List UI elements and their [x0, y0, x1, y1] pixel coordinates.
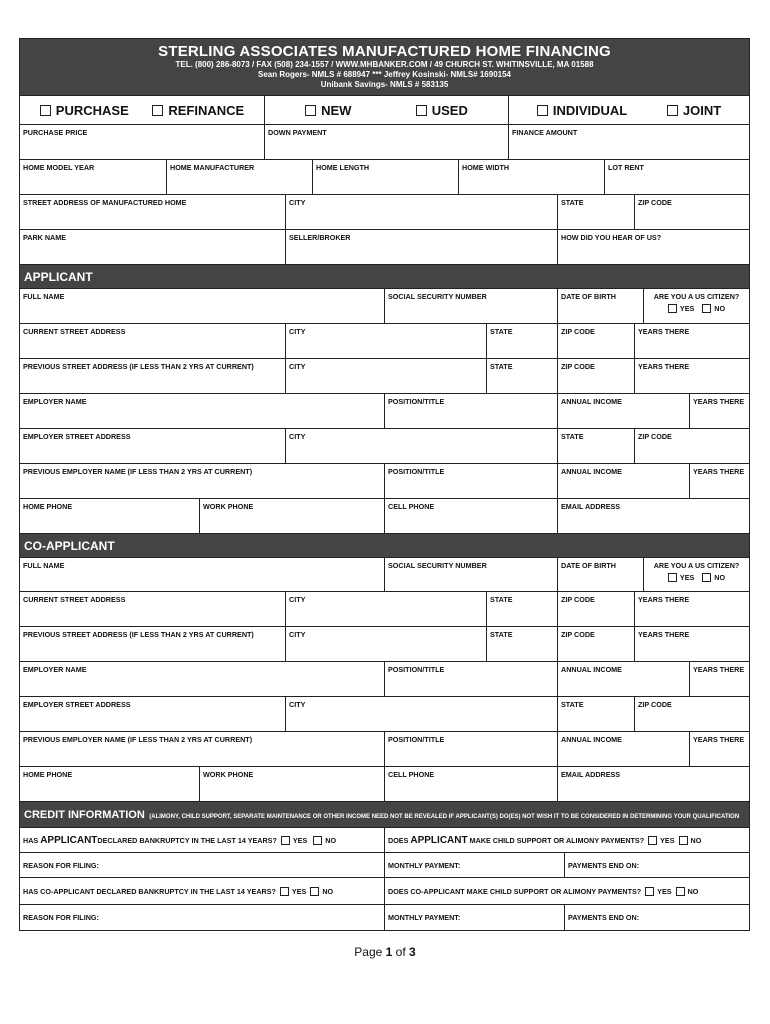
- co-applicant-employer-row: [20, 661, 749, 696]
- bank-line: Unibank Savings- NMLS # 583135: [320, 80, 449, 89]
- applicant-employer-state-field[interactable]: STATE: [557, 429, 634, 463]
- applicant-employer-address-field[interactable]: EMPLOYER STREET ADDRESS: [23, 432, 131, 441]
- co-applicant-section-title: CO-APPLICANT: [20, 533, 749, 557]
- home-details-row: [20, 159, 749, 194]
- co-applicant-support-yes[interactable]: YES: [645, 887, 671, 896]
- form-header: [20, 39, 749, 95]
- yes-checkbox[interactable]: [668, 573, 677, 582]
- co-applicant-current-zip-field[interactable]: ZIP CODE: [557, 592, 634, 626]
- co-applicant-work-phone-field[interactable]: WORK PHONE: [199, 767, 384, 801]
- refinance-checkbox[interactable]: [152, 105, 163, 116]
- co-applicant-current-years-field[interactable]: YEARS THERE: [634, 592, 749, 626]
- applicant-current-address-field[interactable]: CURRENT STREET ADDRESS: [23, 327, 126, 336]
- contact-line: TEL. (800) 286-8073 / FAX (508) 234-1557 / WWW.MHBANKER.COM / 49 CHURCH ST. WHITINSVILLE, MA 01588: [175, 60, 594, 69]
- co-applicant-previous-address-row: [20, 626, 749, 661]
- credit-section-header: [20, 801, 749, 827]
- yes-checkbox[interactable]: [280, 887, 289, 896]
- no-checkbox[interactable]: [313, 836, 322, 845]
- finance-amount-field[interactable]: FINANCE AMOUNT: [508, 125, 749, 159]
- co-applicant-name-row: [20, 557, 749, 591]
- co-applicant-bankruptcy-no[interactable]: NO: [310, 887, 333, 896]
- co-applicant-previous-address-field[interactable]: PREVIOUS STREET ADDRESS (IF LESS THAN 2 YRS AT CURRENT): [23, 630, 254, 639]
- co-applicant-email-field[interactable]: EMAIL ADDRESS: [557, 767, 749, 801]
- applicant-citizen-no[interactable]: NO: [702, 304, 725, 313]
- page-number: Page 1 of 3: [354, 945, 416, 959]
- home-manufacturer-field[interactable]: HOME MANUFACTURER: [166, 160, 312, 194]
- park-row: [20, 229, 749, 264]
- home-condition-group: [264, 96, 508, 124]
- credit-section-note: (ALIMONY, CHILD SUPPORT, SEPARATE MAINTENANCE OR OTHER INCOME NEED NOT BE REVEALED IF APPLICANT(S) DO(ES) NOT WISH IT TO BE CONSIDERED IN DETERMINING YOUR QUALIFICATION: [149, 814, 740, 820]
- co-applicant-citizen-field: [643, 558, 749, 591]
- applicant-reason-row: [20, 852, 749, 877]
- applicant-bankruptcy-yes[interactable]: YES: [281, 836, 307, 845]
- applicant-previous-income-field[interactable]: ANNUAL INCOME: [557, 464, 689, 498]
- applicant-previous-zip-field[interactable]: ZIP CODE: [557, 359, 634, 393]
- application-type-group: [508, 96, 749, 124]
- used-option[interactable]: USED: [416, 103, 468, 118]
- applicant-cell-phone-field[interactable]: CELL PHONE: [384, 499, 557, 533]
- no-checkbox[interactable]: [676, 887, 685, 896]
- co-applicant-current-address-field[interactable]: CURRENT STREET ADDRESS: [23, 595, 126, 604]
- applicant-previous-employer-row: [20, 463, 749, 498]
- applicant-dob-field[interactable]: DATE OF BIRTH: [557, 289, 643, 323]
- purchase-checkbox[interactable]: [40, 105, 51, 116]
- applicant-home-phone-field[interactable]: HOME PHONE: [23, 502, 73, 511]
- co-applicant-citizen-no[interactable]: NO: [702, 573, 725, 582]
- co-applicant-employer-address-field[interactable]: EMPLOYER STREET ADDRESS: [23, 700, 131, 709]
- individual-checkbox[interactable]: [537, 105, 548, 116]
- co-applicant-phone-row: [20, 766, 749, 801]
- applicant-employer-name-field[interactable]: EMPLOYER NAME: [23, 397, 87, 406]
- applicant-income-field[interactable]: ANNUAL INCOME: [557, 394, 689, 428]
- yes-checkbox[interactable]: [648, 836, 657, 845]
- home-street-address-field[interactable]: STREET ADDRESS OF MANUFACTURED HOME: [23, 198, 187, 207]
- applicant-previous-position-field[interactable]: POSITION/TITLE: [384, 464, 557, 498]
- applicant-position-field[interactable]: POSITION/TITLE: [384, 394, 557, 428]
- applicant-section-title: APPLICANT: [20, 264, 749, 288]
- applicant-support-no[interactable]: NO: [679, 836, 702, 845]
- home-model-year-field[interactable]: HOME MODEL YEAR: [23, 163, 95, 172]
- no-checkbox[interactable]: [679, 836, 688, 845]
- co-applicant-employer-zip-field[interactable]: ZIP CODE: [634, 697, 749, 731]
- co-applicant-support-no[interactable]: NO: [676, 887, 699, 896]
- refinance-option[interactable]: REFINANCE: [152, 103, 244, 118]
- co-applicant-position-field[interactable]: POSITION/TITLE: [384, 662, 557, 696]
- applicant-employer-years-field[interactable]: YEARS THERE: [689, 394, 749, 428]
- co-applicant-payments-end-field[interactable]: PAYMENTS END ON:: [564, 905, 749, 930]
- co-applicant-full-name-field[interactable]: FULL NAME: [23, 561, 65, 570]
- seller-broker-field[interactable]: SELLER/BROKER: [285, 230, 557, 264]
- home-city-field[interactable]: CITY: [285, 195, 557, 229]
- down-payment-field[interactable]: DOWN PAYMENT: [264, 125, 508, 159]
- applicant-employer-zip-field[interactable]: ZIP CODE: [634, 429, 749, 463]
- lot-rent-field[interactable]: LOT RENT: [604, 160, 749, 194]
- applicant-email-field[interactable]: EMAIL ADDRESS: [557, 499, 749, 533]
- co-applicant-current-city-field[interactable]: CITY: [285, 592, 486, 626]
- co-applicant-home-phone-field[interactable]: HOME PHONE: [23, 770, 73, 779]
- co-applicant-previous-income-field[interactable]: ANNUAL INCOME: [557, 732, 689, 766]
- transaction-type-group: [20, 96, 264, 124]
- applicant-previous-state-field[interactable]: STATE: [486, 359, 557, 393]
- home-address-row: [20, 194, 749, 229]
- used-checkbox[interactable]: [416, 105, 427, 116]
- co-applicant-current-state-field[interactable]: STATE: [486, 592, 557, 626]
- joint-option[interactable]: JOINT: [667, 103, 721, 118]
- yes-checkbox[interactable]: [668, 304, 677, 313]
- co-applicant-previous-city-field[interactable]: CITY: [285, 627, 486, 661]
- purchase-option[interactable]: PURCHASE: [40, 103, 129, 118]
- co-applicant-employer-name-field[interactable]: EMPLOYER NAME: [23, 665, 87, 674]
- co-applicant-cell-phone-field[interactable]: CELL PHONE: [384, 767, 557, 801]
- applicant-employer-address-row: [20, 428, 749, 463]
- applicant-credit-row: [20, 827, 749, 852]
- joint-checkbox[interactable]: [667, 105, 678, 116]
- applicant-employer-row: [20, 393, 749, 428]
- co-applicant-income-field[interactable]: ANNUAL INCOME: [557, 662, 689, 696]
- co-applicant-monthly-payment-field[interactable]: MONTHLY PAYMENT:: [384, 905, 564, 930]
- applicant-payments-end-field[interactable]: PAYMENTS END ON:: [564, 853, 749, 877]
- applicant-employer-city-field[interactable]: CITY: [285, 429, 557, 463]
- applicant-bankruptcy-no[interactable]: NO: [313, 836, 336, 845]
- applicant-previous-employer-years-field[interactable]: YEARS THERE: [689, 464, 749, 498]
- how-hear-field[interactable]: HOW DID YOU HEAR OF US?: [557, 230, 749, 264]
- citizen-options: [647, 304, 746, 315]
- co-applicant-bankruptcy-yes[interactable]: YES: [280, 887, 306, 896]
- applicant-monthly-payment-field[interactable]: MONTHLY PAYMENT:: [384, 853, 564, 877]
- applicant-support-question: DOES APPLICANT MAKE CHILD SUPPORT OR ALIMONY PAYMENTS? YES NO: [384, 828, 749, 852]
- applicant-reason-field[interactable]: REASON FOR FILING:: [23, 860, 99, 870]
- applicant-bankruptcy-question: HAS APPLICANT DECLARED BANKRUPTCY IN THE LAST 14 YEARS? YES NO: [23, 834, 337, 846]
- co-applicant-previous-employer-years-field[interactable]: YEARS THERE: [689, 732, 749, 766]
- co-applicant-credit-row: [20, 877, 749, 904]
- co-applicant-previous-zip-field[interactable]: ZIP CODE: [557, 627, 634, 661]
- applicant-current-address-row: [20, 323, 749, 358]
- applicant-previous-years-field[interactable]: YEARS THERE: [634, 359, 749, 393]
- applicant-current-years-field[interactable]: YEARS THERE: [634, 324, 749, 358]
- co-applicant-previous-employer-row: [20, 731, 749, 766]
- applicant-name-row: [20, 288, 749, 323]
- home-length-field[interactable]: HOME LENGTH: [312, 160, 458, 194]
- applicant-support-yes[interactable]: YES: [648, 836, 674, 845]
- co-applicant-previous-position-field[interactable]: POSITION/TITLE: [384, 732, 557, 766]
- co-applicant-bankruptcy-question: HAS CO-APPLICANT DECLARED BANKRUPTCY IN THE LAST 14 YEARS? YES NO: [23, 886, 334, 896]
- home-zip-field[interactable]: ZIP CODE: [634, 195, 749, 229]
- application-form: [19, 38, 750, 931]
- applicant-full-name-field[interactable]: FULL NAME: [23, 292, 65, 301]
- applicant-previous-employer-field[interactable]: PREVIOUS EMPLOYER NAME (IF LESS THAN 2 YRS AT CURRENT): [23, 467, 253, 476]
- new-option[interactable]: NEW: [305, 103, 351, 118]
- co-applicant-previous-years-field[interactable]: YEARS THERE: [634, 627, 749, 661]
- purchase-price-field[interactable]: PURCHASE PRICE: [23, 128, 88, 137]
- loan-options-row: [20, 95, 749, 124]
- home-width-field[interactable]: HOME WIDTH: [458, 160, 604, 194]
- park-name-field[interactable]: PARK NAME: [23, 233, 66, 242]
- applicant-previous-city-field[interactable]: CITY: [285, 359, 486, 393]
- applicant-current-state-field[interactable]: STATE: [486, 324, 557, 358]
- citizen-question: ARE YOU A US CITIZEN?: [653, 292, 740, 301]
- yes-checkbox[interactable]: [645, 887, 654, 896]
- new-checkbox[interactable]: [305, 105, 316, 116]
- co-applicant-employer-address-row: [20, 696, 749, 731]
- applicant-ssn-field[interactable]: SOCIAL SECURITY NUMBER: [384, 289, 557, 323]
- no-checkbox[interactable]: [702, 573, 711, 582]
- form-title: STERLING ASSOCIATES MANUFACTURED HOME FINANCING: [158, 43, 611, 60]
- applicant-work-phone-field[interactable]: WORK PHONE: [199, 499, 384, 533]
- co-applicant-reason-field[interactable]: REASON FOR FILING:: [23, 913, 99, 922]
- co-applicant-employer-years-field[interactable]: YEARS THERE: [689, 662, 749, 696]
- co-applicant-citizen-yes[interactable]: YES: [668, 573, 694, 582]
- applicant-citizen-field: [643, 289, 749, 323]
- applicant-phone-row: [20, 498, 749, 533]
- no-checkbox[interactable]: [310, 887, 319, 896]
- co-applicant-employer-city-field[interactable]: CITY: [285, 697, 557, 731]
- no-checkbox[interactable]: [702, 304, 711, 313]
- applicant-current-zip-field[interactable]: ZIP CODE: [557, 324, 634, 358]
- co-applicant-dob-field[interactable]: DATE OF BIRTH: [557, 558, 643, 591]
- co-applicant-reason-row: [20, 904, 749, 930]
- yes-checkbox[interactable]: [281, 836, 290, 845]
- individual-option[interactable]: INDIVIDUAL: [537, 103, 627, 118]
- co-applicant-current-address-row: [20, 591, 749, 626]
- co-applicant-employer-state-field[interactable]: STATE: [557, 697, 634, 731]
- co-applicant-ssn-field[interactable]: SOCIAL SECURITY NUMBER: [384, 558, 557, 591]
- applicant-citizen-yes[interactable]: YES: [668, 304, 694, 313]
- applicant-previous-address-row: [20, 358, 749, 393]
- co-applicant-previous-state-field[interactable]: STATE: [486, 627, 557, 661]
- co-applicant-previous-employer-field[interactable]: PREVIOUS EMPLOYER NAME (IF LESS THAN 2 YRS AT CURRENT): [23, 735, 253, 744]
- nmls-line: Sean Rogers- NMLS # 688947 *** Jeffrey Kosinski- NMLS# 1690154: [257, 70, 511, 79]
- applicant-previous-address-field[interactable]: PREVIOUS STREET ADDRESS (IF LESS THAN 2 YRS AT CURRENT): [23, 362, 254, 371]
- citizen-question: ARE YOU A US CITIZEN?: [653, 561, 740, 570]
- loan-amounts-row: [20, 124, 749, 159]
- co-applicant-support-question: DOES CO-APPLICANT MAKE CHILD SUPPORT OR ALIMONY PAYMENTS? YES NO: [384, 878, 749, 904]
- credit-section-title: CREDIT INFORMATION: [24, 809, 145, 821]
- applicant-current-city-field[interactable]: CITY: [285, 324, 486, 358]
- citizen-options: [647, 573, 746, 584]
- home-state-field[interactable]: STATE: [557, 195, 634, 229]
